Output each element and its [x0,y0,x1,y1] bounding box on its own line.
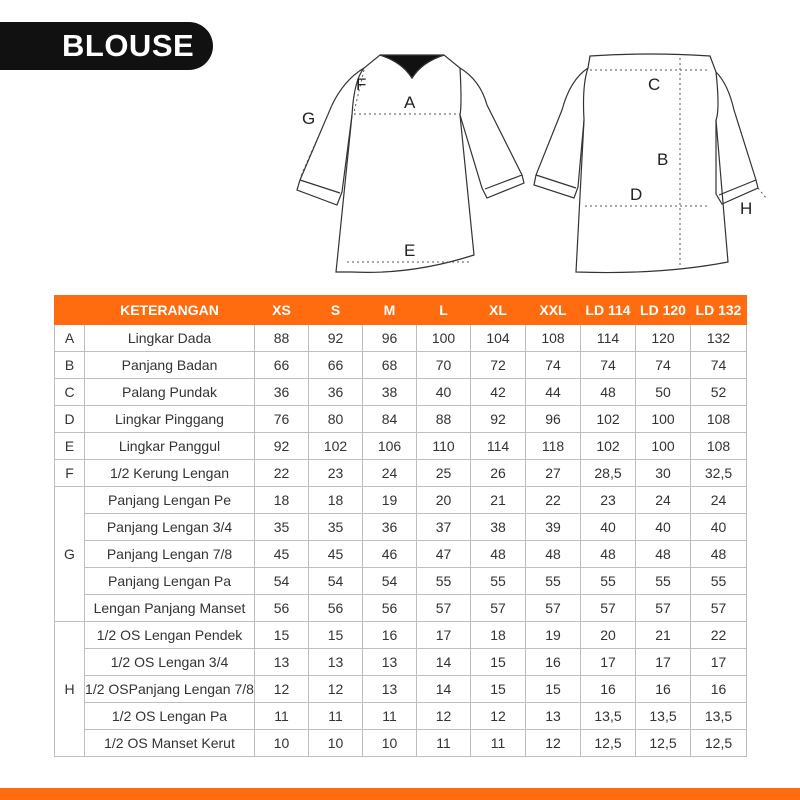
size-value-cell: 47 [417,541,471,568]
size-value-cell: 36 [309,379,363,406]
size-value-cell: 27 [526,460,581,487]
size-value-cell: 88 [417,406,471,433]
size-value-cell: 21 [636,622,691,649]
size-value-cell: 23 [309,460,363,487]
size-value-cell: 76 [255,406,309,433]
diagram-label-a: A [404,93,416,112]
size-value-cell: 10 [255,730,309,757]
row-description: Panjang Lengan Pe [85,487,255,514]
size-value-cell: 74 [526,352,581,379]
size-value-cell: 12 [471,703,526,730]
blouse-back-diagram [530,50,770,285]
size-value-cell: 14 [417,676,471,703]
table-row [55,460,747,487]
row-code: A [55,325,85,352]
size-value-cell: 13 [363,676,417,703]
header-size: LD 132 [691,296,747,325]
header-size: M [363,296,417,325]
header-desc: KETERANGAN [85,296,255,325]
size-value-cell: 74 [691,352,747,379]
table-row [55,433,747,460]
size-value-cell: 15 [526,676,581,703]
diagram-label-b: B [657,150,669,169]
size-value-cell: 50 [636,379,691,406]
size-value-cell: 80 [309,406,363,433]
header-size: XS [255,296,309,325]
size-value-cell: 108 [691,433,747,460]
row-description: Panjang Lengan Pa [85,568,255,595]
size-value-cell: 72 [471,352,526,379]
row-description: 1/2 OS Lengan Pa [85,703,255,730]
size-value-cell: 48 [526,541,581,568]
row-description: Panjang Badan [85,352,255,379]
size-value-cell: 120 [636,325,691,352]
size-value-cell: 23 [581,487,636,514]
diagram-label-g: G [302,109,316,128]
header-size: S [309,296,363,325]
size-value-cell: 57 [417,595,471,622]
size-value-cell: 45 [255,541,309,568]
size-value-cell: 38 [471,514,526,541]
header-code [55,296,85,325]
size-value-cell: 66 [255,352,309,379]
diagram-label-e: E [404,241,416,260]
size-value-cell: 56 [363,595,417,622]
size-value-cell: 92 [255,433,309,460]
size-value-cell: 54 [255,568,309,595]
size-value-cell: 108 [691,406,747,433]
size-value-cell: 13 [255,649,309,676]
table-row [55,730,747,757]
title-banner [0,22,213,70]
table-row [55,487,747,514]
size-value-cell: 66 [309,352,363,379]
row-code: B [55,352,85,379]
table-body [55,325,747,757]
size-value-cell: 24 [691,487,747,514]
row-code: C [55,379,85,406]
size-value-cell: 10 [309,730,363,757]
size-value-cell: 12,5 [636,730,691,757]
size-value-cell: 92 [471,406,526,433]
size-value-cell: 15 [255,622,309,649]
row-description: Lingkar Panggul [85,433,255,460]
row-description: 1/2 OSPanjang Lengan 7/8 [85,676,255,703]
size-value-cell: 55 [691,568,747,595]
row-code: F [55,460,85,487]
size-value-cell: 16 [581,676,636,703]
size-value-cell: 57 [691,595,747,622]
table-row [55,406,747,433]
diagram-label-c: C [648,75,661,94]
table-row [55,595,747,622]
row-description: Panjang Lengan 3/4 [85,514,255,541]
size-value-cell: 17 [581,649,636,676]
size-value-cell: 28,5 [581,460,636,487]
size-value-cell: 12,5 [691,730,747,757]
size-value-cell: 17 [417,622,471,649]
size-value-cell: 13 [309,649,363,676]
size-value-cell: 17 [636,649,691,676]
size-value-cell: 132 [691,325,747,352]
size-value-cell: 114 [471,433,526,460]
page-title: BLOUSE [62,28,195,63]
size-value-cell: 52 [691,379,747,406]
size-value-cell: 16 [636,676,691,703]
size-value-cell: 55 [417,568,471,595]
size-value-cell: 96 [526,406,581,433]
header-size: L [417,296,471,325]
size-value-cell: 106 [363,433,417,460]
size-value-cell: 92 [309,325,363,352]
size-value-cell: 30 [636,460,691,487]
size-value-cell: 68 [363,352,417,379]
size-value-cell: 36 [363,514,417,541]
row-code: H [55,622,85,757]
size-chart-table [54,295,747,757]
table-row [55,649,747,676]
size-value-cell: 13 [526,703,581,730]
size-value-cell: 18 [255,487,309,514]
size-value-cell: 16 [363,622,417,649]
row-description: 1/2 OS Lengan 3/4 [85,649,255,676]
size-value-cell: 20 [581,622,636,649]
size-value-cell: 22 [691,622,747,649]
row-code: D [55,406,85,433]
size-value-cell: 19 [526,622,581,649]
table-row [55,676,747,703]
size-value-cell: 84 [363,406,417,433]
size-value-cell: 40 [691,514,747,541]
header-size: LD 114 [581,296,636,325]
row-code: G [55,487,85,622]
size-value-cell: 100 [636,433,691,460]
table-row [55,352,747,379]
table-row [55,514,747,541]
size-value-cell: 102 [581,433,636,460]
size-value-cell: 12 [526,730,581,757]
size-value-cell: 38 [363,379,417,406]
size-value-cell: 35 [309,514,363,541]
size-value-cell: 108 [526,325,581,352]
size-value-cell: 44 [526,379,581,406]
size-value-cell: 15 [471,676,526,703]
size-value-cell: 57 [471,595,526,622]
size-value-cell: 114 [581,325,636,352]
row-code: E [55,433,85,460]
size-value-cell: 96 [363,325,417,352]
row-description: 1/2 OS Lengan Pendek [85,622,255,649]
diagram-label-f: F [356,75,367,94]
header-size: XL [471,296,526,325]
size-value-cell: 40 [636,514,691,541]
size-value-cell: 36 [255,379,309,406]
size-value-cell: 22 [526,487,581,514]
size-value-cell: 100 [417,325,471,352]
size-value-cell: 35 [255,514,309,541]
size-value-cell: 12,5 [581,730,636,757]
size-value-cell: 11 [309,703,363,730]
size-value-cell: 70 [417,352,471,379]
size-value-cell: 54 [309,568,363,595]
size-value-cell: 20 [417,487,471,514]
size-value-cell: 45 [309,541,363,568]
row-description: 1/2 OS Manset Kerut [85,730,255,757]
size-value-cell: 16 [526,649,581,676]
size-value-cell: 10 [363,730,417,757]
size-value-cell: 102 [581,406,636,433]
table-row [55,541,747,568]
size-value-cell: 11 [255,703,309,730]
row-description: Palang Pundak [85,379,255,406]
table-row [55,379,747,406]
size-value-cell: 56 [309,595,363,622]
size-value-cell: 100 [636,406,691,433]
size-value-cell: 104 [471,325,526,352]
size-value-cell: 22 [255,460,309,487]
size-value-cell: 48 [636,541,691,568]
size-value-cell: 21 [471,487,526,514]
size-value-cell: 13,5 [581,703,636,730]
size-value-cell: 15 [471,649,526,676]
table-row [55,622,747,649]
size-value-cell: 39 [526,514,581,541]
blouse-front-diagram [292,50,532,285]
size-value-cell: 16 [691,676,747,703]
size-value-cell: 13,5 [636,703,691,730]
size-value-cell: 118 [526,433,581,460]
size-value-cell: 37 [417,514,471,541]
size-value-cell: 56 [255,595,309,622]
table-row [55,703,747,730]
size-value-cell: 55 [526,568,581,595]
size-value-cell: 55 [471,568,526,595]
size-value-cell: 24 [363,460,417,487]
size-value-cell: 88 [255,325,309,352]
size-value-cell: 54 [363,568,417,595]
size-value-cell: 48 [691,541,747,568]
size-value-cell: 19 [363,487,417,514]
size-value-cell: 13 [363,649,417,676]
size-value-cell: 11 [471,730,526,757]
header-size: XXL [526,296,581,325]
size-value-cell: 11 [363,703,417,730]
size-value-cell: 55 [581,568,636,595]
row-description: Lingkar Dada [85,325,255,352]
size-value-cell: 48 [581,379,636,406]
size-value-cell: 48 [471,541,526,568]
size-value-cell: 57 [581,595,636,622]
diagram-label-h: H [740,199,753,218]
size-value-cell: 18 [309,487,363,514]
size-value-cell: 12 [417,703,471,730]
table-row [55,568,747,595]
table-row [55,325,747,352]
size-value-cell: 57 [526,595,581,622]
row-description: Lingkar Pinggang [85,406,255,433]
size-value-cell: 13,5 [691,703,747,730]
size-value-cell: 11 [417,730,471,757]
size-value-cell: 57 [636,595,691,622]
size-value-cell: 48 [581,541,636,568]
size-value-cell: 15 [309,622,363,649]
size-value-cell: 17 [691,649,747,676]
size-value-cell: 18 [471,622,526,649]
size-value-cell: 102 [309,433,363,460]
table-header-row [55,296,747,325]
size-value-cell: 46 [363,541,417,568]
size-value-cell: 74 [636,352,691,379]
size-value-cell: 14 [417,649,471,676]
size-value-cell: 110 [417,433,471,460]
size-value-cell: 26 [471,460,526,487]
size-value-cell: 32,5 [691,460,747,487]
size-value-cell: 74 [581,352,636,379]
size-value-cell: 12 [309,676,363,703]
size-value-cell: 55 [636,568,691,595]
row-description: Lengan Panjang Manset [85,595,255,622]
size-value-cell: 40 [417,379,471,406]
size-value-cell: 40 [581,514,636,541]
size-value-cell: 12 [255,676,309,703]
size-value-cell: 42 [471,379,526,406]
row-description: 1/2 Kerung Lengan [85,460,255,487]
diagram-label-d: D [630,185,643,204]
size-value-cell: 25 [417,460,471,487]
row-description: Panjang Lengan 7/8 [85,541,255,568]
header-size: LD 120 [636,296,691,325]
size-value-cell: 24 [636,487,691,514]
bottom-accent-bar [0,788,800,800]
